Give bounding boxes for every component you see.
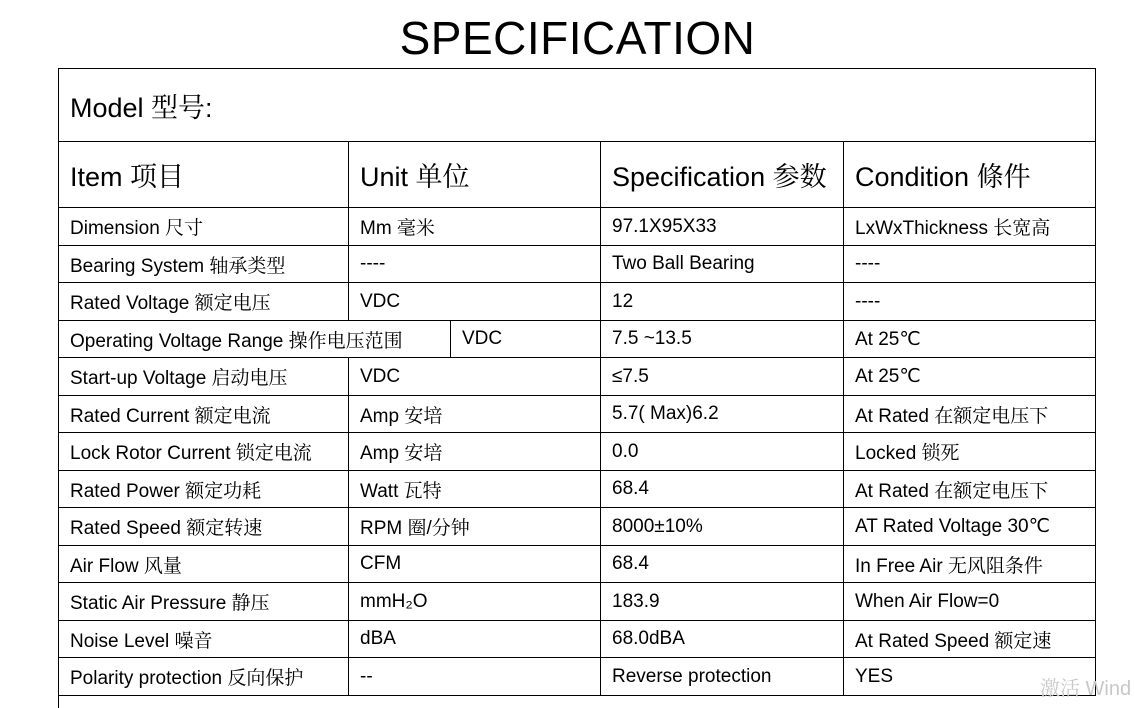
- cell-spec: 12: [601, 283, 844, 321]
- cell-condition: Locked 锁死: [844, 433, 1096, 471]
- cell-spec: 8000±10%: [601, 508, 844, 546]
- cell-spec: 68.0dBA: [601, 621, 844, 658]
- cell-item: Air Flow 风量: [59, 546, 349, 583]
- cell-unit: Amp 安培: [349, 396, 601, 433]
- cell-unit: VDC: [451, 321, 601, 358]
- cell-unit: dBA: [349, 621, 601, 658]
- table-row: [59, 471, 1096, 508]
- cell-item: Rated Current 额定电流: [59, 396, 349, 433]
- table-row: [59, 433, 1096, 471]
- cell-unit: CFM: [349, 546, 601, 583]
- cell-item: Start-up Voltage 启动电压: [59, 358, 349, 396]
- cell-item: Polarity protection 反向保护: [59, 658, 349, 696]
- cell-unit: --: [349, 658, 601, 696]
- cell-condition: ----: [844, 283, 1096, 321]
- table-row: [59, 508, 1096, 546]
- cell-unit: VDC: [349, 358, 601, 396]
- cell-item: Bearing System 轴承类型: [59, 246, 349, 283]
- table-row: [59, 621, 1096, 658]
- model-label: Model 型号:: [59, 69, 1096, 142]
- cell-unit: RPM 圈/分钟: [349, 508, 601, 546]
- cell-condition: At 25℃: [844, 358, 1096, 396]
- spec-table: [58, 68, 1096, 708]
- table-row: [59, 583, 1096, 621]
- cell-unit: Mm 毫米: [349, 208, 601, 246]
- activation-watermark: 激活 Wind: [1040, 678, 1132, 700]
- cell-condition: At 25℃: [844, 321, 1096, 358]
- cell-spec: ≤7.5: [601, 358, 844, 396]
- cell-item: Rated Speed 额定转速: [59, 508, 349, 546]
- cell-condition: AT Rated Voltage 30℃: [844, 508, 1096, 546]
- table-row: [59, 283, 1096, 321]
- cell-condition: When Air Flow=0: [844, 583, 1096, 621]
- cell-condition: At Rated 在额定电压下: [844, 396, 1096, 433]
- cell-spec: 7.5 ~13.5: [601, 321, 844, 358]
- cell-item: Static Air Pressure 静压: [59, 583, 349, 621]
- cell-item: Dimension 尺寸: [59, 208, 349, 246]
- cell-unit: ----: [349, 246, 601, 283]
- cell-spec: 0.0: [601, 433, 844, 471]
- cell-condition: LxWxThickness 长宽高: [844, 208, 1096, 246]
- header-row: [59, 142, 1096, 208]
- table-row: [59, 208, 1096, 246]
- cell-spec: Reverse protection: [601, 658, 844, 696]
- cell-item: Rated Power 额定功耗: [59, 471, 349, 508]
- table-row: [59, 658, 1096, 696]
- cell-condition: At Rated 在额定电压下: [844, 471, 1096, 508]
- cell-spec: 97.1X95X33: [601, 208, 844, 246]
- cell-spec: 5.7( Max)6.2: [601, 396, 844, 433]
- cell-item: Rated Voltage 额定电压: [59, 283, 349, 321]
- table-row: [59, 246, 1096, 283]
- cell-condition: At Rated Speed 额定速: [844, 621, 1096, 658]
- cell-spec: Two Ball Bearing: [601, 246, 844, 283]
- cell-spec: 183.9: [601, 583, 844, 621]
- cell-unit: Amp 安培: [349, 433, 601, 471]
- page-title: SPECIFICATION: [399, 12, 756, 64]
- cell-condition: YES: [844, 658, 1096, 696]
- cell-unit: Watt 瓦特: [349, 471, 601, 508]
- table-row: [59, 358, 1096, 396]
- table-row: [59, 546, 1096, 583]
- cell-unit: VDC: [349, 283, 601, 321]
- cell-condition: ----: [844, 246, 1096, 283]
- table-row: [59, 321, 1096, 358]
- cell-spec: 68.4: [601, 546, 844, 583]
- header-item: Item 项目: [59, 142, 349, 208]
- header-condition: Condition 條件: [844, 142, 1096, 208]
- cell-unit: mmH₂O: [349, 583, 601, 621]
- cell-item: Lock Rotor Current 锁定电流: [59, 433, 349, 471]
- cell-spec: 68.4: [601, 471, 844, 508]
- table-row: [59, 396, 1096, 433]
- cell-item: Operating Voltage Range 操作电压范围: [59, 321, 451, 358]
- cell-item: Noise Level 噪音: [59, 621, 349, 658]
- header-unit: Unit 单位: [349, 142, 601, 208]
- model-row: [59, 69, 1096, 142]
- cell-condition: In Free Air 无风阻条件: [844, 546, 1096, 583]
- header-specification: Specification 参数: [601, 142, 844, 208]
